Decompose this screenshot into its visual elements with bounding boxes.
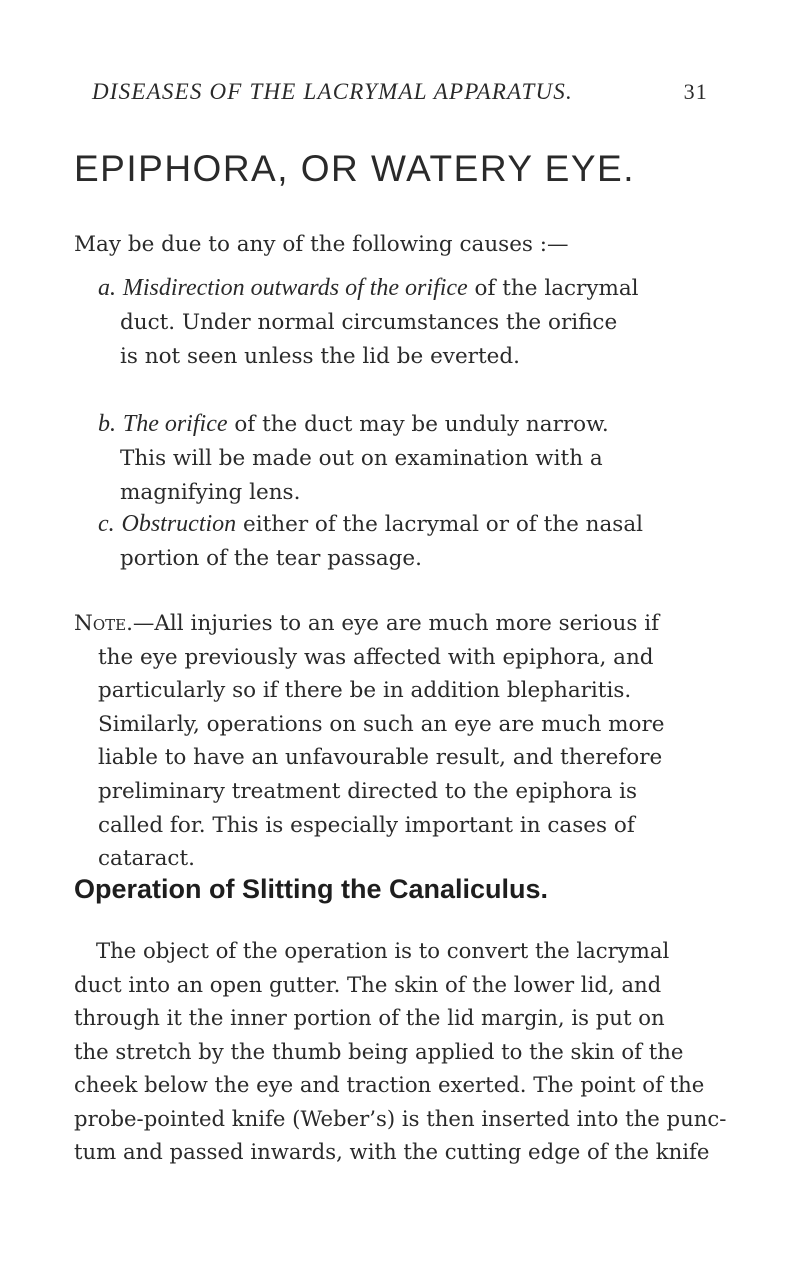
body-line: The object of the operation is to convert the lacrymal (96, 938, 670, 963)
cause-b-letter: b. (98, 411, 116, 437)
cause-c-line: either of the lacrymal or of the nasal (236, 512, 644, 537)
note-line: cataract. (98, 846, 195, 872)
note-line: —All injuries to an eye are much more serious if (132, 611, 660, 636)
note-line: Similarly, operations on such an eye are much more (98, 711, 665, 737)
note-continuation (74, 641, 734, 876)
intro-paragraph: May be due to any of the following causes :— (74, 232, 569, 257)
note-line: particularly so if there be in addition blepharitis. (98, 678, 632, 704)
body-line: the stretch by the thumb being applied to the skin of the (74, 1038, 684, 1064)
body-line: through it the inner portion of the lid margin, is put on (74, 1005, 665, 1030)
cause-a-line: is not seen unless the lid be everted. (120, 344, 520, 369)
page-number: 31 (683, 79, 708, 104)
cause-c-letter: c. (98, 511, 115, 537)
note-paragraph (74, 607, 734, 876)
body-line: cheek below the eye and traction exerted. The point of the (74, 1072, 705, 1097)
cause-item-c (98, 507, 728, 576)
cause-b-emphasis: The orifice (122, 411, 228, 437)
note-line: called for. This is especially important in cases of (98, 812, 635, 838)
body-line: duct into an open gutter. The skin of the lower lid, and (74, 971, 662, 997)
running-head (92, 79, 712, 105)
note-line: liable to have an unfavourable result, and therefore (98, 745, 663, 771)
chapter-title: EPIPHORA, OR WATERY EYE. (74, 148, 635, 189)
cause-b-line: magnifying lens. (120, 480, 301, 505)
section-body (74, 934, 734, 1169)
cause-c-line: portion of the tear passage. (120, 546, 422, 571)
cause-a-line: duct. Under normal circumstances the orifice (120, 310, 618, 335)
cause-b-line: This will be made out on examination with a (120, 446, 603, 471)
cause-a-emphasis: Misdirection outwards of the orifice (122, 275, 468, 301)
body-line: probe-pointed knife (Weber’s) is then inserted into the punc- (74, 1105, 727, 1131)
cause-b-line: of the duct may be unduly narrow. (227, 412, 609, 437)
cause-item-b (98, 407, 728, 510)
note-line: the eye previously was affected with epiphora, and (98, 644, 654, 670)
body-line: tum and passed inwards, with the cutting edge of the knife (74, 1139, 710, 1164)
note-label: Note. (74, 611, 133, 636)
note-line: preliminary treatment directed to the epiphora is (98, 778, 638, 804)
running-title: DISEASES OF THE LACRYMAL APPARATUS. (92, 79, 573, 104)
note-first-line (74, 607, 734, 641)
cause-b-text (98, 407, 728, 510)
cause-a-text (98, 271, 728, 374)
cause-c-text (98, 507, 728, 576)
cause-c-emphasis: Obstruction (121, 511, 237, 537)
cause-a-line: of the lacrymal (467, 276, 639, 301)
cause-a-letter: a. (98, 275, 116, 301)
section-heading: Operation of Slitting the Canaliculus. (74, 874, 549, 904)
cause-item-a (98, 271, 728, 374)
